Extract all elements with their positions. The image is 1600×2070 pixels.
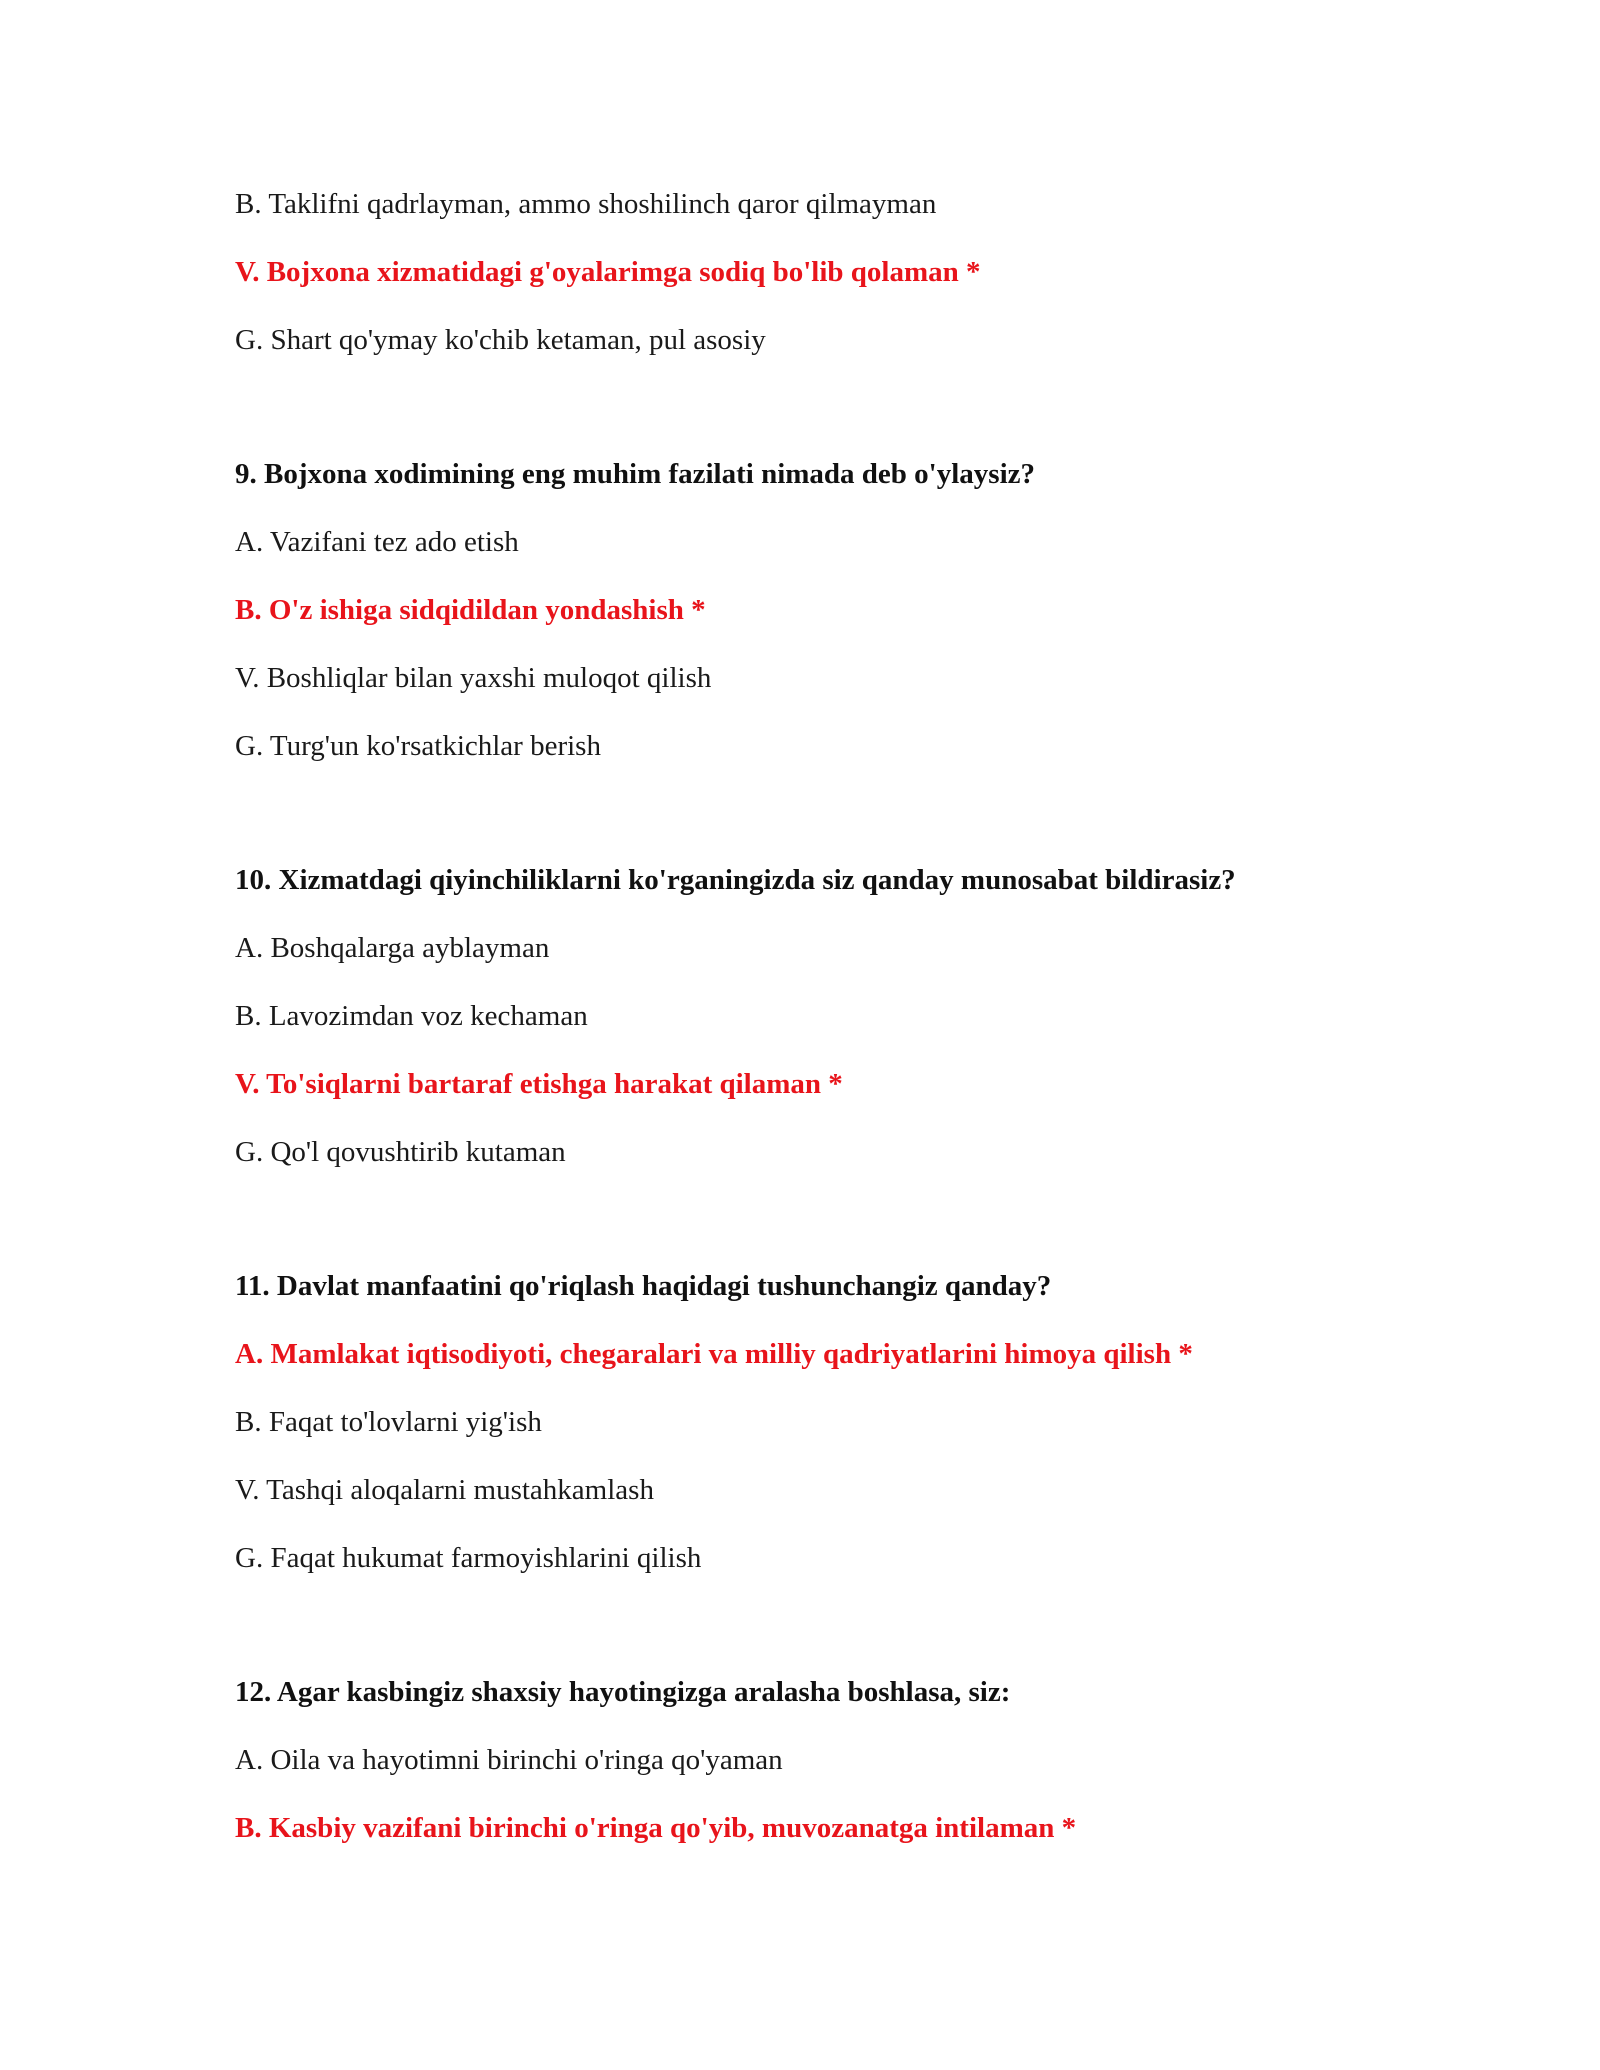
answer-option: B. Taklifni qadrlayman, ammo shoshilinch qaror qilmayman (235, 188, 937, 220)
question-title: 10. Xizmatdagi qiyinchiliklarni ko'rganingizda siz qanday munosabat bildirasiz? (235, 864, 1236, 896)
answer-option: G. Shart qo'ymay ko'chib ketaman, pul asosiy (235, 324, 766, 356)
answer-option: V. Tashqi aloqalarni mustahkamlash (235, 1474, 654, 1506)
spacer (235, 1608, 1435, 1674)
answer-option: B. Lavozimdan voz kechaman (235, 1000, 588, 1032)
question-title: 9. Bojxona xodimining eng muhim fazilati nimada deb o'ylaysiz? (235, 458, 1036, 490)
question-block (235, 186, 1435, 358)
correct-answer-option: V. To'siqlarni bartaraf etishga harakat qilaman * (235, 1068, 843, 1100)
quiz-content (235, 186, 1435, 1878)
answer-option: V. Boshliqlar bilan yaxshi muloqot qilish (235, 662, 712, 694)
answer-option: G. Qo'l qovushtirib kutaman (235, 1136, 566, 1168)
spacer (235, 796, 1435, 862)
answer-option: B. Faqat to'lovlarni yig'ish (235, 1406, 542, 1438)
answer-option: A. Oila va hayotimni birinchi o'ringa qo'yaman (235, 1744, 783, 1776)
correct-answer-option: V. Bojxona xizmatidagi g'oyalarimga sodiq bo'lib qolaman * (235, 256, 981, 288)
answer-option: G. Faqat hukumat farmoyishlarini qilish (235, 1542, 702, 1574)
question-title: 11. Davlat manfaatini qo'riqlash haqidagi tushunchangiz qanday? (235, 1270, 1052, 1302)
question-block (235, 862, 1435, 1170)
answer-option: G. Turg'un ko'rsatkichlar berish (235, 730, 601, 762)
spacer (235, 390, 1435, 456)
question-title: 12. Agar kasbingiz shaxsiy hayotingizga aralasha boshlasa, siz: (235, 1676, 1011, 1708)
spacer (235, 1202, 1435, 1268)
answer-option: A. Vazifani tez ado etish (235, 526, 519, 558)
correct-answer-option: A. Mamlakat iqtisodiyoti, chegaralari va milliy qadriyatlarini himoya qilish * (235, 1338, 1193, 1370)
question-block (235, 1268, 1435, 1576)
answer-option: A. Boshqalarga ayblayman (235, 932, 550, 964)
question-block (235, 456, 1435, 764)
correct-answer-option: B. Kasbiy vazifani birinchi o'ringa qo'yib, muvozanatga intilaman * (235, 1812, 1077, 1844)
correct-answer-option: B. O'z ishiga sidqidildan yondashish * (235, 594, 706, 626)
question-block (235, 1674, 1435, 1846)
